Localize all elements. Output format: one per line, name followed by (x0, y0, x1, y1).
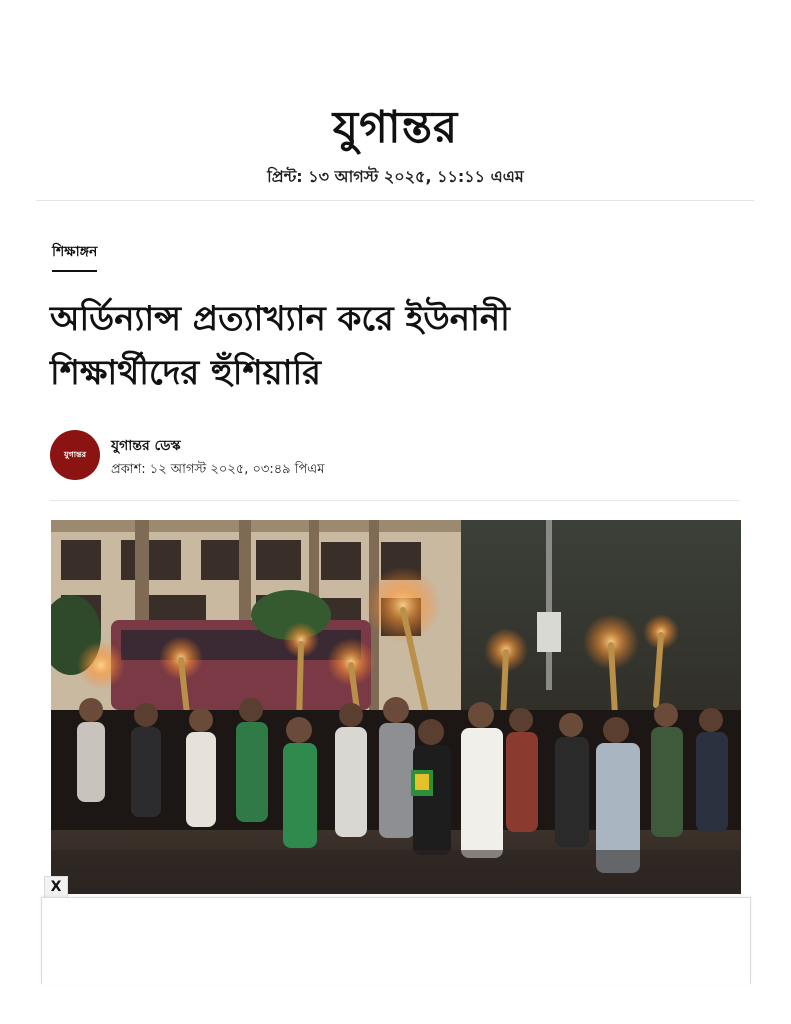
byline (50, 430, 750, 482)
masthead (0, 100, 791, 156)
ad-close-button[interactable]: X (44, 876, 68, 898)
byline-divider (50, 500, 740, 501)
header-divider (36, 200, 754, 201)
hero-image (51, 520, 741, 894)
article-headline: অর্ডিন্যান্স প্রত্যাখ্যান করে ইউনানী শিক্ষার্থীদের হুঁশিয়ারি (50, 299, 510, 393)
ad-placeholder (41, 897, 751, 984)
site-logo[interactable]: যুগান্তর (332, 102, 459, 153)
category-link[interactable]: শিক্ষাঙ্গন (52, 240, 97, 272)
author-avatar: যুগান্তর (50, 430, 100, 480)
author-name[interactable]: যুগান্তর ডেস্ক (111, 438, 181, 454)
print-date: প্রিন্ট: ১৩ আগস্ট ২০২৫, ১১:১১ এএম (267, 167, 524, 186)
published-date: প্রকাশ: ১২ আগস্ট ২০২৫, ০৩:৪৯ পিএম (111, 462, 325, 477)
